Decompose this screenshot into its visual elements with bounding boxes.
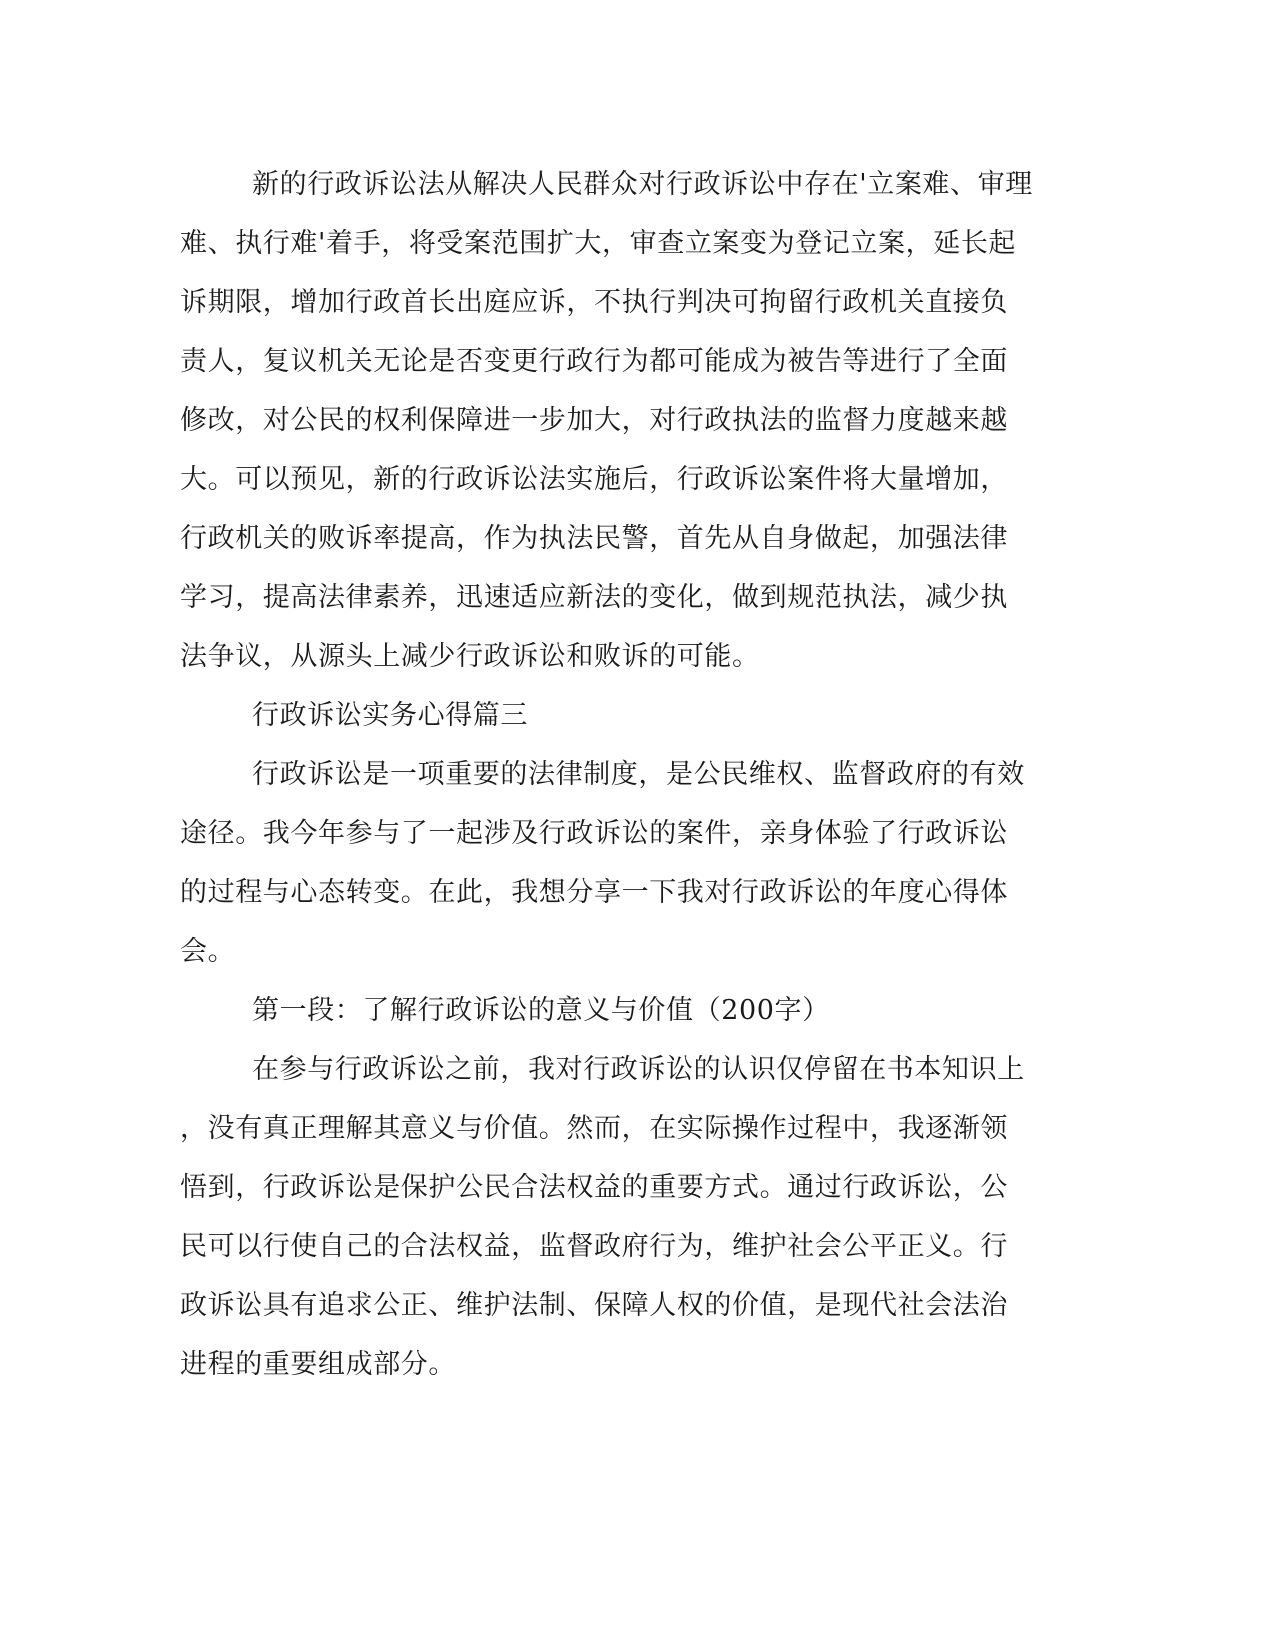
text-line: ，没有真正理解其意义与价值。然而，在实际操作过程中，我逐渐领 [180, 1113, 1008, 1144]
section-heading: 行政诉讼实务心得篇三 [252, 700, 528, 731]
text-line: 学习，提高法律素养，迅速适应新法的变化，做到规范执法，减少执 [180, 582, 1008, 613]
text-line: 行政机关的败诉率提高，作为执法民警，首先从自身做起，加强法律 [180, 523, 1008, 554]
text-line: 途径。我今年参与了一起涉及行政诉讼的案件，亲身体验了行政诉讼 [180, 818, 1008, 849]
text-line: 行政诉讼是一项重要的法律制度，是公民维权、监督政府的有效 [252, 759, 1025, 790]
text-line: 的过程与心态转变。在此，我想分享一下我对行政诉讼的年度心得体 [180, 877, 1008, 908]
text-line: 新的行政诉讼法从解决人民群众对行政诉讼中存在'立案难、审理 [252, 169, 1033, 200]
text-line: 修改，对公民的权利保障进一步加大，对行政执法的监督力度越来越 [180, 405, 1008, 436]
text-line: 民可以行使自己的合法权益，监督政府行为，维护社会公平正义。行 [180, 1231, 1008, 1262]
text-line: 法争议，从源头上减少行政诉讼和败诉的可能。 [180, 641, 760, 672]
text-line: 会。 [180, 936, 236, 967]
text-line: 诉期限，增加行政首长出庭应诉，不执行判决可拘留行政机关直接负 [180, 287, 1008, 318]
text-line: 进程的重要组成部分。 [180, 1349, 456, 1380]
document-page [180, 155, 1080, 1394]
text-line: 悟到，行政诉讼是保护公民合法权益的重要方式。通过行政诉讼，公 [180, 1172, 1008, 1203]
text-line: 在参与行政诉讼之前，我对行政诉讼的认识仅停留在书本知识上 [252, 1054, 1025, 1085]
text-line: 政诉讼具有追求公正、维护法制、保障人权的价值，是现代社会法治 [180, 1290, 1008, 1321]
text-line: 大。可以预见，新的行政诉讼法实施后，行政诉讼案件将大量增加， [180, 464, 1008, 495]
text-line: 责人，复议机关无论是否变更行政行为都可能成为被告等进行了全面 [180, 346, 1008, 377]
paragraph-heading: 第一段：了解行政诉讼的意义与价值（200字） [252, 995, 830, 1026]
text-line: 难、执行难'着手，将受案范围扩大，审查立案变为登记立案，延长起 [180, 228, 1017, 259]
